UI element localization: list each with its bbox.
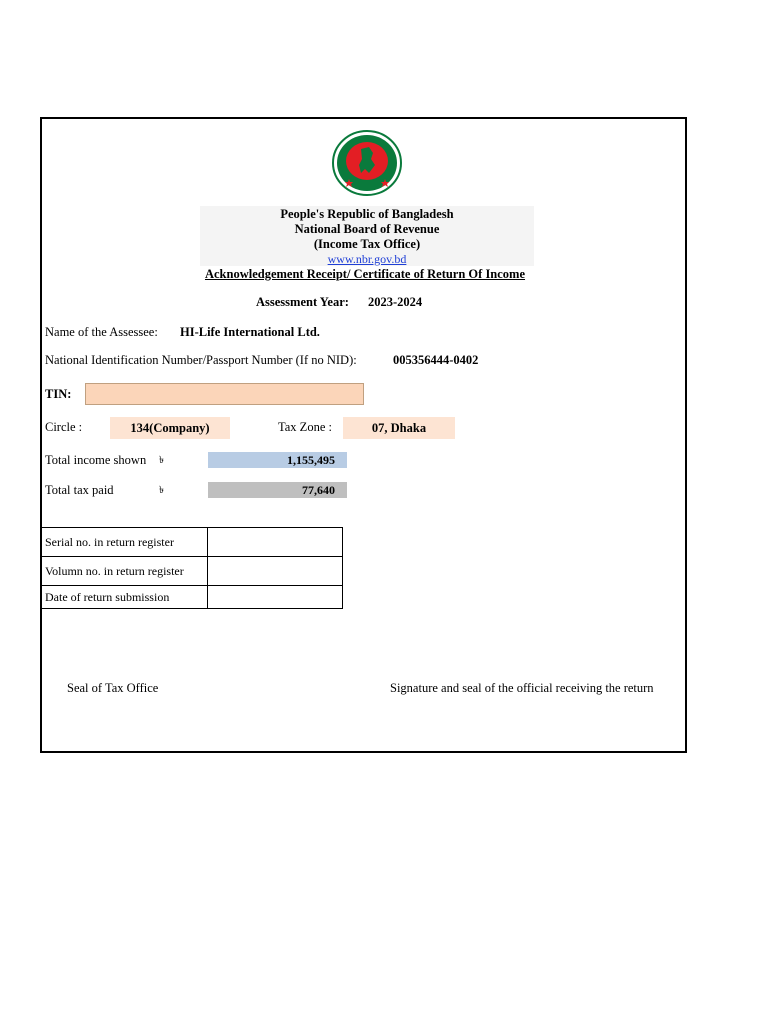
signature-caption: Signature and seal of the official receiving the return bbox=[390, 681, 654, 695]
table-row bbox=[41, 586, 343, 609]
tax-paid-label: Total tax paid bbox=[45, 483, 114, 497]
tax-paid-value: 77,640 bbox=[208, 482, 347, 498]
board-name: National Board of Revenue bbox=[294, 222, 440, 236]
country-name: People's Republic of Bangladesh bbox=[280, 207, 454, 221]
website-link[interactable]: www.nbr.gov.bd bbox=[327, 252, 407, 266]
assessee-label: Name of the Assessee: bbox=[45, 325, 158, 339]
tax-paid-currency: ৳ bbox=[159, 485, 164, 496]
assessment-year-value: 2023-2024 bbox=[368, 295, 423, 309]
assessment-year-label: Assessment Year: bbox=[256, 295, 349, 309]
register-label: Date of return submission bbox=[41, 586, 208, 609]
office-name: (Income Tax Office) bbox=[313, 237, 421, 251]
assessee-value: HI-Life International Ltd. bbox=[180, 325, 320, 339]
register-label: Serial no. in return register bbox=[41, 528, 208, 557]
table-row bbox=[41, 528, 343, 557]
table-row bbox=[41, 557, 343, 586]
seal-caption: Seal of Tax Office bbox=[67, 681, 159, 695]
register-table bbox=[40, 527, 343, 609]
tin-label: TIN: bbox=[45, 387, 72, 401]
nid-label: National Identification Number/Passport Number (If no NID): bbox=[45, 353, 357, 367]
tin-field[interactable] bbox=[85, 383, 364, 405]
tax-zone-value: 07, Dhaka bbox=[343, 417, 455, 439]
document-title: Acknowledgement Receipt/ Certificate of Return Of Income bbox=[204, 267, 526, 281]
nid-value: 005356444-0402 bbox=[393, 353, 479, 367]
income-value: 1,155,495 bbox=[208, 452, 347, 468]
register-value[interactable] bbox=[208, 557, 343, 586]
circle-label: Circle : bbox=[45, 420, 83, 434]
income-label: Total income shown bbox=[45, 453, 147, 467]
circle-value: 134(Company) bbox=[110, 417, 230, 439]
register-value[interactable] bbox=[208, 586, 343, 609]
register-label: Volumn no. in return register bbox=[41, 557, 208, 586]
register-value[interactable] bbox=[208, 528, 343, 557]
government-emblem-logo bbox=[331, 129, 403, 197]
income-currency: ৳ bbox=[159, 455, 164, 466]
tax-zone-label: Tax Zone : bbox=[278, 420, 332, 434]
